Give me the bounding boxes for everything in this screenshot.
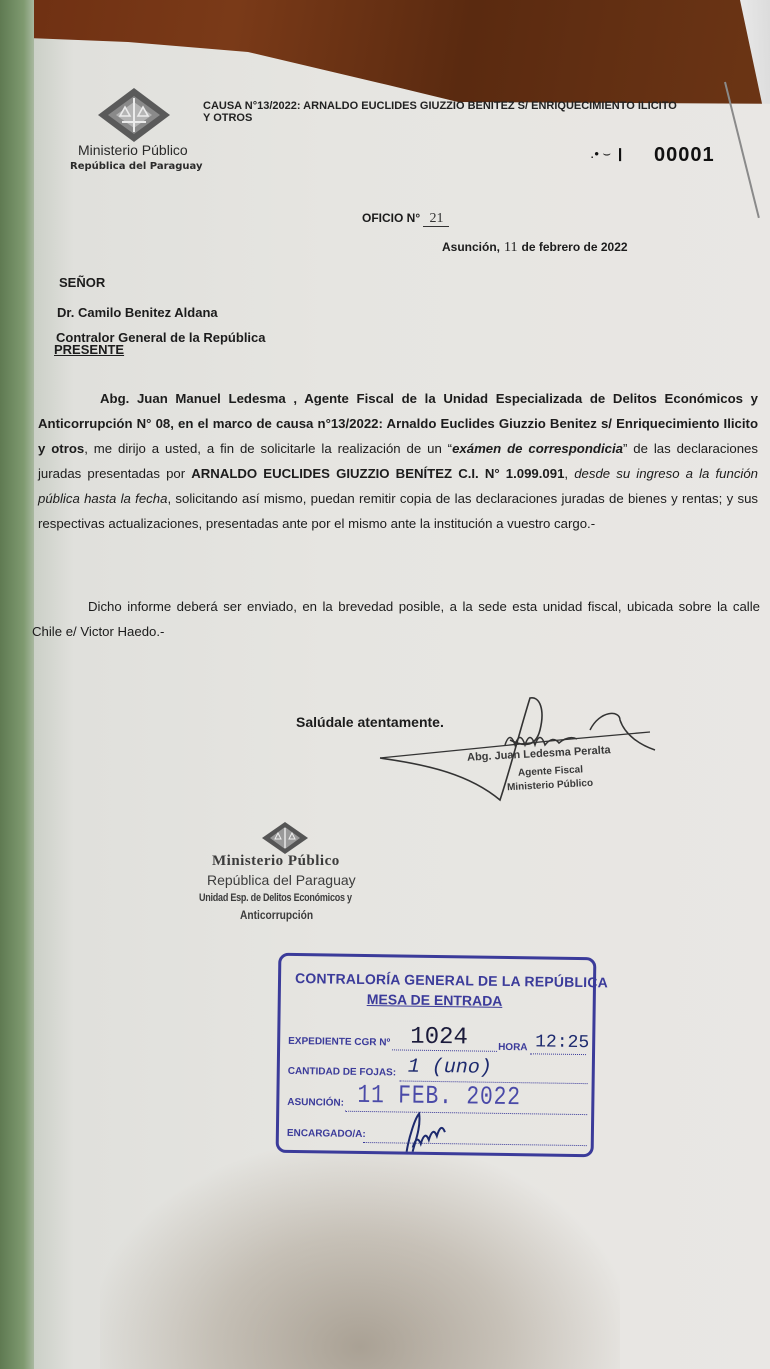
folio-number: 00001 <box>654 144 715 166</box>
green-folder-edge <box>0 0 34 1369</box>
seal-logo-icon <box>262 822 308 854</box>
stamp-expediente-label: EXPEDIENTE CGR Nº <box>288 1035 391 1049</box>
exam-type: exámen de correspondicia <box>452 441 623 456</box>
stamp-hora-value: 12:25 <box>535 1032 590 1054</box>
stamp-fojas-label: CANTIDAD DE FOJAS: <box>287 1065 397 1079</box>
date-day-handwritten: 11 <box>504 240 518 255</box>
folio-handwritten-marks: ․• ⌣ ❙ <box>590 146 626 161</box>
stamp-hora-label: HORA <box>498 1041 528 1054</box>
subject-id: ARNALDO EUCLIDES GIUZZIO BENÍTEZ C.I. N° 1.099.091 <box>191 466 565 481</box>
recipient-presente: PRESENTE <box>54 342 125 357</box>
comma: , <box>564 466 575 481</box>
case-reference-line2: Y OTROS <box>203 112 253 124</box>
date-suffix: de febrero de 2022 <box>521 240 628 254</box>
seal-line-1: Ministerio Público <box>212 853 340 869</box>
body-paragraph-2 <box>32 594 760 644</box>
reception-stamp <box>276 953 609 1157</box>
recipient-name: Dr. Camilo Benitez Aldana <box>57 305 218 320</box>
stamp-encargado-signature-icon <box>397 1107 458 1156</box>
paragraph-2-text: Dicho informe deberá ser enviado, en la brevedad posible, a la sede esta unidad fiscal, ubicada sobre la calle Chile e/ Victor Haedo.- <box>32 599 760 639</box>
request-text-2: ” de las declaraciones juradas presentadas por <box>38 441 758 481</box>
recipient-position: Contralor General de la República <box>56 330 266 345</box>
stamp-expediente-value: 1024 <box>410 1023 469 1052</box>
signatory-institution: Ministerio Público <box>506 777 594 794</box>
stamp-title: CONTRALORÍA GENERAL DE LA REPÚBLICA <box>294 970 609 991</box>
signatory-name: Abg. Juan Ledesma Peralta <box>466 744 611 764</box>
closing: Salúdale atentamente. <box>296 714 444 730</box>
stamp-dotted-line <box>530 1053 586 1055</box>
case-reference-line1: CAUSA N°13/2022: ARNALDO EUCLIDES GIUZZIO BENITEZ S/ ENRIQUECIMIENTO ILICITO <box>203 100 677 112</box>
stamp-subtitle: MESA DE ENTRADA <box>366 991 503 1009</box>
date-line <box>442 240 628 256</box>
oficio-line <box>362 211 449 227</box>
seal-line-2: República del Paraguay <box>207 872 356 888</box>
author-name: Abg. Juan Manuel Ledesma <box>100 391 286 406</box>
request-text: , me dirijo a usted, a fin de solicitarle la realización de un “ <box>84 441 453 456</box>
oficio-label: OFICIO N° <box>362 211 421 225</box>
signatory-title: Agente Fiscal <box>517 764 584 779</box>
logo-institution-name: Ministerio Público <box>78 142 188 158</box>
stamp-fojas-value: 1 (uno) <box>407 1055 492 1080</box>
period-text: desde su ingreso a la función pública hasta la fecha <box>38 466 759 506</box>
stamp-asuncion-date: 11 FEB. 2022 <box>357 1079 522 1113</box>
stamp-asuncion-label: ASUNCIÓN: <box>287 1096 345 1109</box>
body-paragraph-1 <box>38 386 758 536</box>
stamp-encargado-label: ENCARGADO/A: <box>286 1127 366 1141</box>
unit-and-case: Unidad Especializada de Delitos Económicos y Anticorrupción N° 08, en el marco de causa n°13/2022: Arnaldo Euclides Giuzzio Benitez s/ Enriquecimiento Ilicito y otros <box>38 391 758 456</box>
recipient-salutation: SEÑOR <box>59 275 106 290</box>
request-text-3: , solicitando así mismo, puedan remitir copia de las declaraciones juradas de bienes y rentas; y sus respectivas actualizaciones, presentadas ante por el mismo ante la institución a vuestro cargo.- <box>38 491 758 531</box>
author-role: , Agente Fiscal de la <box>285 391 444 406</box>
ministerio-publico-logo-icon <box>98 88 170 142</box>
logo-country: República del Paraguay <box>70 161 203 172</box>
oficio-number-handwritten: 21 <box>423 211 449 227</box>
date-prefix: Asunción, <box>442 240 501 254</box>
seal-line-4: Anticorrupción <box>240 908 314 922</box>
case-reference <box>203 100 677 124</box>
seal-line-3: Unidad Esp. de Delitos Económicos y <box>199 892 352 904</box>
